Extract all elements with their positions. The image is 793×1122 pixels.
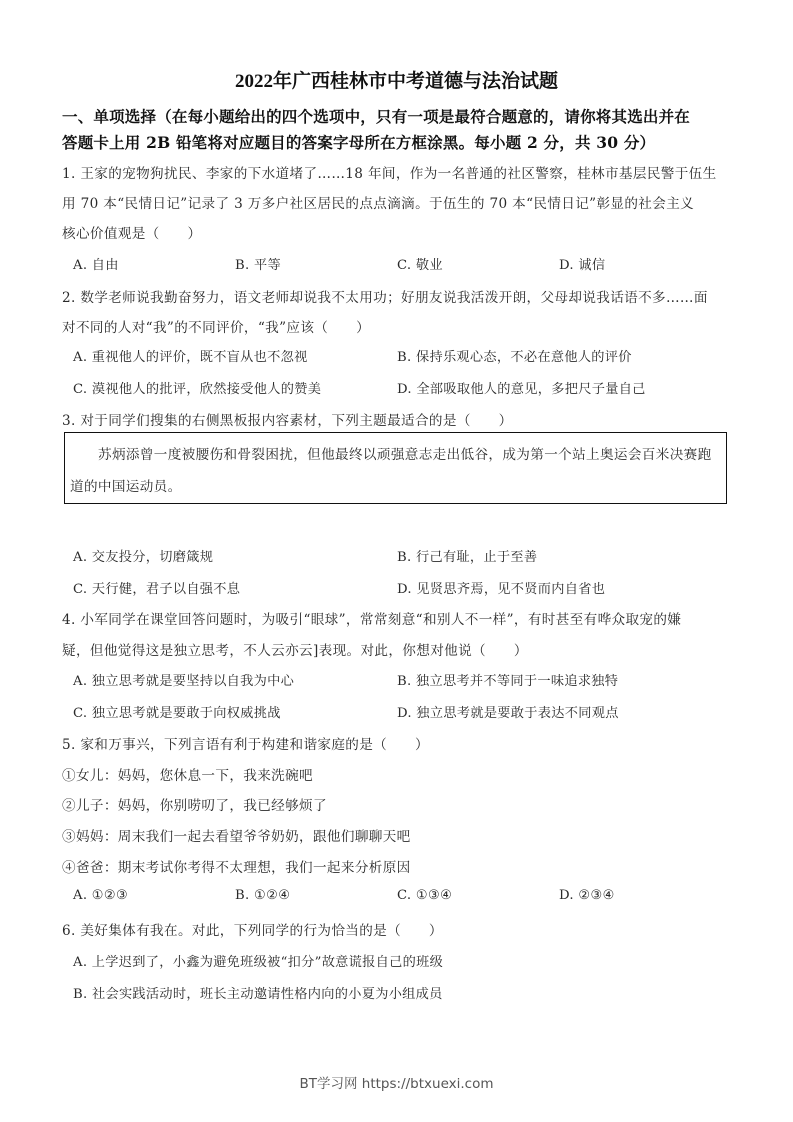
statement-item: ④爸爸：期末考试你考得不太理想，我们一起来分析原因	[62, 860, 411, 876]
statement-item: ③妈妈：周末我们一起去看望爷爷奶奶，跟他们聊聊天吧	[62, 829, 411, 845]
option-a: A. 交友投分，切磨箴规	[73, 550, 214, 565]
option-a: A. 重视他人的评价，既不盲从也不忽视	[73, 350, 308, 365]
option-c: C. 独立思考就是要敢于向权威挑战	[73, 706, 281, 721]
option-d: D. 全部吸取他人的意见，多把尺子量自己	[397, 382, 646, 397]
question-stem-line: 2. 数学老师说我勤奋努力，语文老师却说我不太用功；好朋友说我活泼开朗，父母却说我话语不多……面	[62, 290, 708, 306]
option-b: B. 社会实践活动时，班长主动邀请性格内向的小夏为小组成员	[73, 987, 443, 1002]
option-b: B. ①②④	[235, 888, 291, 903]
option-a: A. 上学迟到了，小鑫为避免班级被“扣分”故意谎报自己的班级	[73, 955, 444, 970]
question-stem-line: 疑，但他觉得这是独立思考，不人云亦云]表现。对此，你想对他说（ ）	[62, 643, 528, 659]
question-stem-line: 用 70 本“民情日记”记录了 3 万多户社区居民的点点滴滴。于伍生的 70 本“民情日记”彰显的社会主义	[62, 196, 695, 212]
option-c: C. 天行健，君子以自强不息	[73, 582, 241, 597]
statement-item: ②儿子：妈妈，你别唠叨了，我已经够烦了	[62, 798, 327, 814]
material-line: 苏炳添曾一度被腰伤和骨裂困扰，但他最终以顽强意志走出低谷，成为第一个站上奥运会百米决赛跑	[98, 447, 712, 463]
page-title: 2022年广西桂林市中考道德与法治试题	[234, 71, 558, 92]
option-d: D. 诚信	[559, 258, 606, 273]
option-a: A. 自由	[73, 258, 119, 273]
question-stem-line: 3. 对于同学们搜集的右侧黑板报内容素材，下列主题最适合的是（ ）	[62, 413, 513, 429]
material-line: 道的中国运动员。	[70, 479, 182, 495]
option-c: C. ①③④	[397, 888, 453, 903]
footer-watermark-link[interactable]: BT学习网 https://btxuexi.com	[299, 1076, 494, 1092]
question-stem-line: 1. 王家的宠物狗扰民、李家的下水道堵了……18 年间，作为一名普通的社区警察，桂林市基层民警于伍生	[62, 166, 717, 182]
option-d: D. 见贤思齐焉，见不贤而内自省也	[397, 582, 606, 597]
question-stem-line: 6. 美好集体有我在。对此，下列同学的行为恰当的是（ ）	[62, 923, 443, 939]
option-b: B. 保持乐观心态，不必在意他人的评价	[397, 350, 632, 365]
option-a: A. ①②③	[73, 888, 129, 903]
material-box	[64, 432, 727, 504]
section-instructions-line-1: 一、单项选择（在每小题给出的四个选项中，只有一项是最符合题意的，请你将其选出并在	[62, 107, 691, 126]
option-d: D. ②③④	[559, 888, 615, 903]
question-stem-line: 4. 小军同学在课堂回答问题时，为吸引“眼球”，常常刻意“和别人不一样”，有时甚至有哗众取宠的嫌	[62, 612, 682, 628]
question-stem-line: 核心价值观是（ ）	[62, 226, 202, 242]
option-c: C. 敬业	[397, 258, 443, 273]
option-b: B. 平等	[235, 258, 281, 273]
option-a: A. 独立思考就是要坚持以自我为中心	[73, 674, 295, 689]
question-stem-line: 对不同的人对“我”的不同评价，“我”应该（ ）	[62, 320, 371, 336]
section-instructions-line-2: 答题卡上用 2B 铅笔将对应题目的答案字母所在方框涂黑。每小题 2 分，共 30 分）	[62, 133, 656, 152]
question-stem-line: 5. 家和万事兴，下列言语有利于构建和谐家庭的是（ ）	[62, 737, 429, 753]
option-b: B. 行己有耻，止于至善	[397, 550, 538, 565]
option-b: B. 独立思考并不等同于一味追求独特	[397, 674, 619, 689]
option-d: D. 独立思考就是要敢于表达不同观点	[397, 706, 619, 721]
statement-item: ①女儿：妈妈，您休息一下，我来洗碗吧	[62, 768, 313, 784]
option-c: C. 漠视他人的批评，欣然接受他人的赞美	[73, 382, 322, 397]
